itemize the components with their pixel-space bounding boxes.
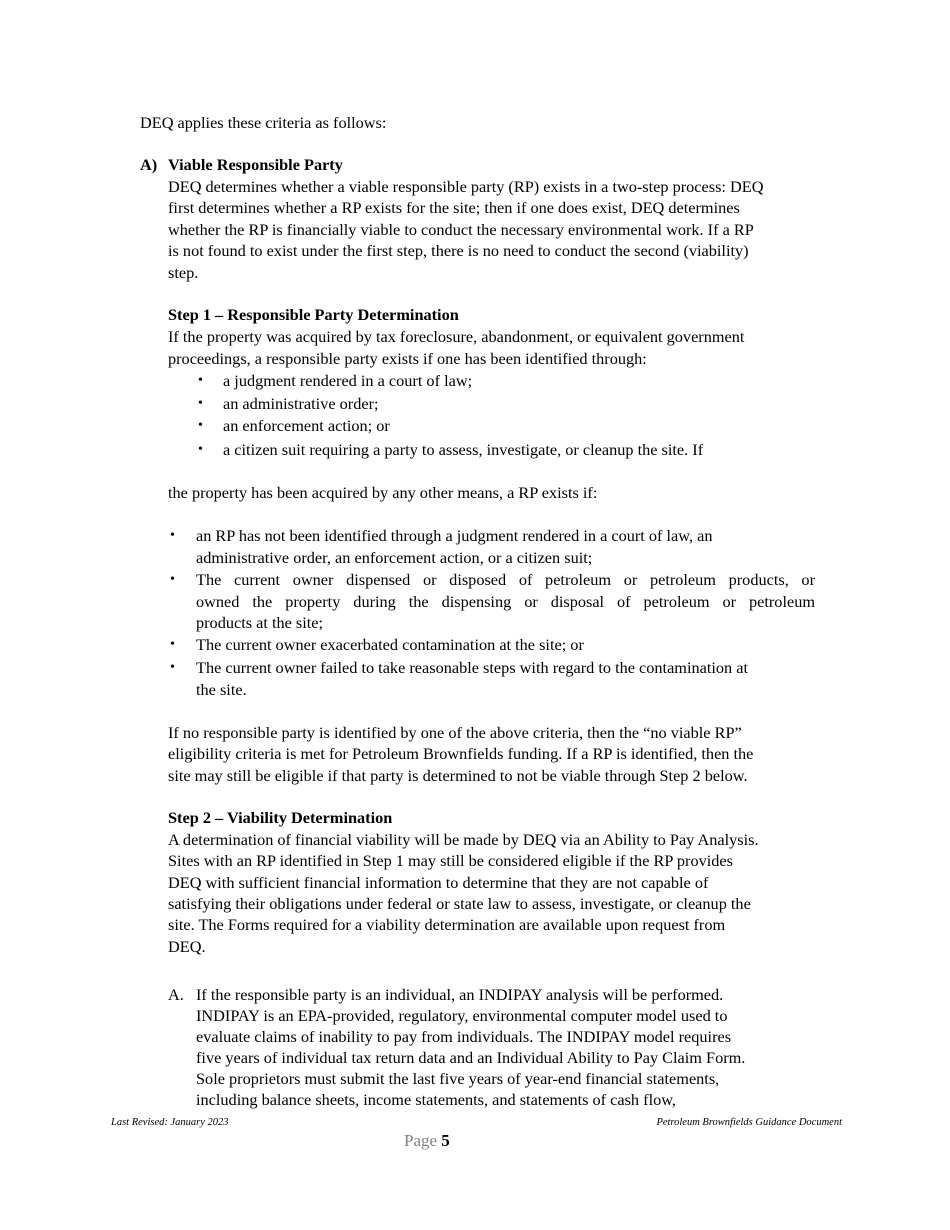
- item-a-line: INDIPAY is an EPA-provided, regulatory, environmental computer model used to: [196, 1006, 728, 1025]
- step1-closing: site may still be eligible if that party is determined to not be viable through Step 2 below.: [168, 766, 748, 785]
- step2-heading: Step 2 – Viability Determination: [168, 808, 393, 827]
- section-a-line: step.: [168, 263, 199, 282]
- step1-closing: eligibility criteria is met for Petroleum Brownfields funding. If a RP is identified, then the: [168, 744, 754, 763]
- section-a-line: is not found to exist under the first step, there is no need to conduct the second (viability): [168, 241, 749, 260]
- item-a-line: If the responsible party is an individual, an INDIPAY analysis will be performed.: [196, 985, 724, 1004]
- list-item: The current owner failed to take reasonable steps with regard to the contamination at: [196, 658, 748, 677]
- list-item: a judgment rendered in a court of law;: [223, 371, 473, 390]
- list-item: The current owner exacerbated contamination at the site; or: [196, 635, 584, 654]
- list-item-continuation: the site.: [196, 680, 247, 699]
- step1-line: If the property was acquired by tax foreclosure, abandonment, or equivalent government: [168, 327, 745, 346]
- item-a-line: five years of individual tax return data and an Individual Ability to Pay Claim Form.: [196, 1048, 746, 1067]
- bullet-icon: •: [170, 528, 175, 543]
- bullet-icon: •: [170, 637, 175, 652]
- item-a-line: including balance sheets, income statements, and statements of cash flow,: [196, 1090, 677, 1109]
- step2-line: A determination of financial viability will be made by DEQ via an Ability to Pay Analysis.: [168, 830, 759, 849]
- item-a-marker: A.: [168, 985, 184, 1004]
- list-item-continuation: owned the property during the dispensing or disposal of petroleum or petroleum: [196, 592, 815, 611]
- page-number: [404, 1130, 450, 1152]
- page-number-value: 5: [441, 1131, 450, 1150]
- step2-line: site. The Forms required for a viability determination are available upon request from: [168, 915, 726, 934]
- bullet-icon: •: [198, 373, 203, 388]
- bullet-icon: •: [170, 660, 175, 675]
- step2-line: DEQ.: [168, 937, 206, 956]
- section-a-line: first determines whether a RP exists for the site; then if one does exist, DEQ determines: [168, 198, 740, 217]
- section-a-line: whether the RP is financially viable to conduct the necessary environmental work. If a RP: [168, 220, 754, 239]
- step2-line: DEQ with sufficient financial information to determine that they are not capable of: [168, 873, 709, 892]
- section-a-marker: A): [140, 155, 158, 174]
- step1-continuation: the property has been acquired by any other means, a RP exists if:: [168, 483, 598, 502]
- list-item: an RP has not been identified through a judgment rendered in a court of law, an: [196, 526, 713, 545]
- list-item: an administrative order;: [223, 394, 379, 413]
- list-item-continuation: administrative order, an enforcement action, or a citizen suit;: [196, 548, 593, 567]
- page-label: Page: [404, 1131, 438, 1150]
- step1-heading: Step 1 – Responsible Party Determination: [168, 305, 459, 324]
- footer-last-revised: Last Revised: January 2023: [111, 1117, 229, 1128]
- item-a-line: Sole proprietors must submit the last five years of year-end financial statements,: [196, 1069, 720, 1088]
- footer-document-title: Petroleum Brownfields Guidance Document: [656, 1117, 842, 1128]
- intro-text: DEQ applies these criteria as follows:: [140, 113, 387, 132]
- bullet-icon: •: [198, 418, 203, 433]
- step1-line: proceedings, a responsible party exists if one has been identified through:: [168, 349, 647, 368]
- bullet-icon: •: [170, 572, 175, 587]
- step2-line: satisfying their obligations under federal or state law to assess, investigate, or cleanup the: [168, 894, 751, 913]
- step1-closing: If no responsible party is identified by one of the above criteria, then the “no viable RP”: [168, 723, 742, 742]
- item-a-line: evaluate claims of inability to pay from individuals. The INDIPAY model requires: [196, 1027, 732, 1046]
- section-a-heading: Viable Responsible Party: [168, 155, 343, 174]
- bullet-icon: •: [198, 396, 203, 411]
- bullet-icon: •: [198, 442, 203, 457]
- list-item: The current owner dispensed or disposed of petroleum or petroleum products, or: [196, 570, 815, 589]
- step2-line: Sites with an RP identified in Step 1 may still be considered eligible if the RP provides: [168, 851, 733, 870]
- list-item: a citizen suit requiring a party to assess, investigate, or cleanup the site. If: [223, 440, 704, 459]
- section-a-line: DEQ determines whether a viable responsible party (RP) exists in a two-step process: DEQ: [168, 177, 764, 196]
- list-item: an enforcement action; or: [223, 416, 390, 435]
- list-item-continuation: products at the site;: [196, 613, 324, 632]
